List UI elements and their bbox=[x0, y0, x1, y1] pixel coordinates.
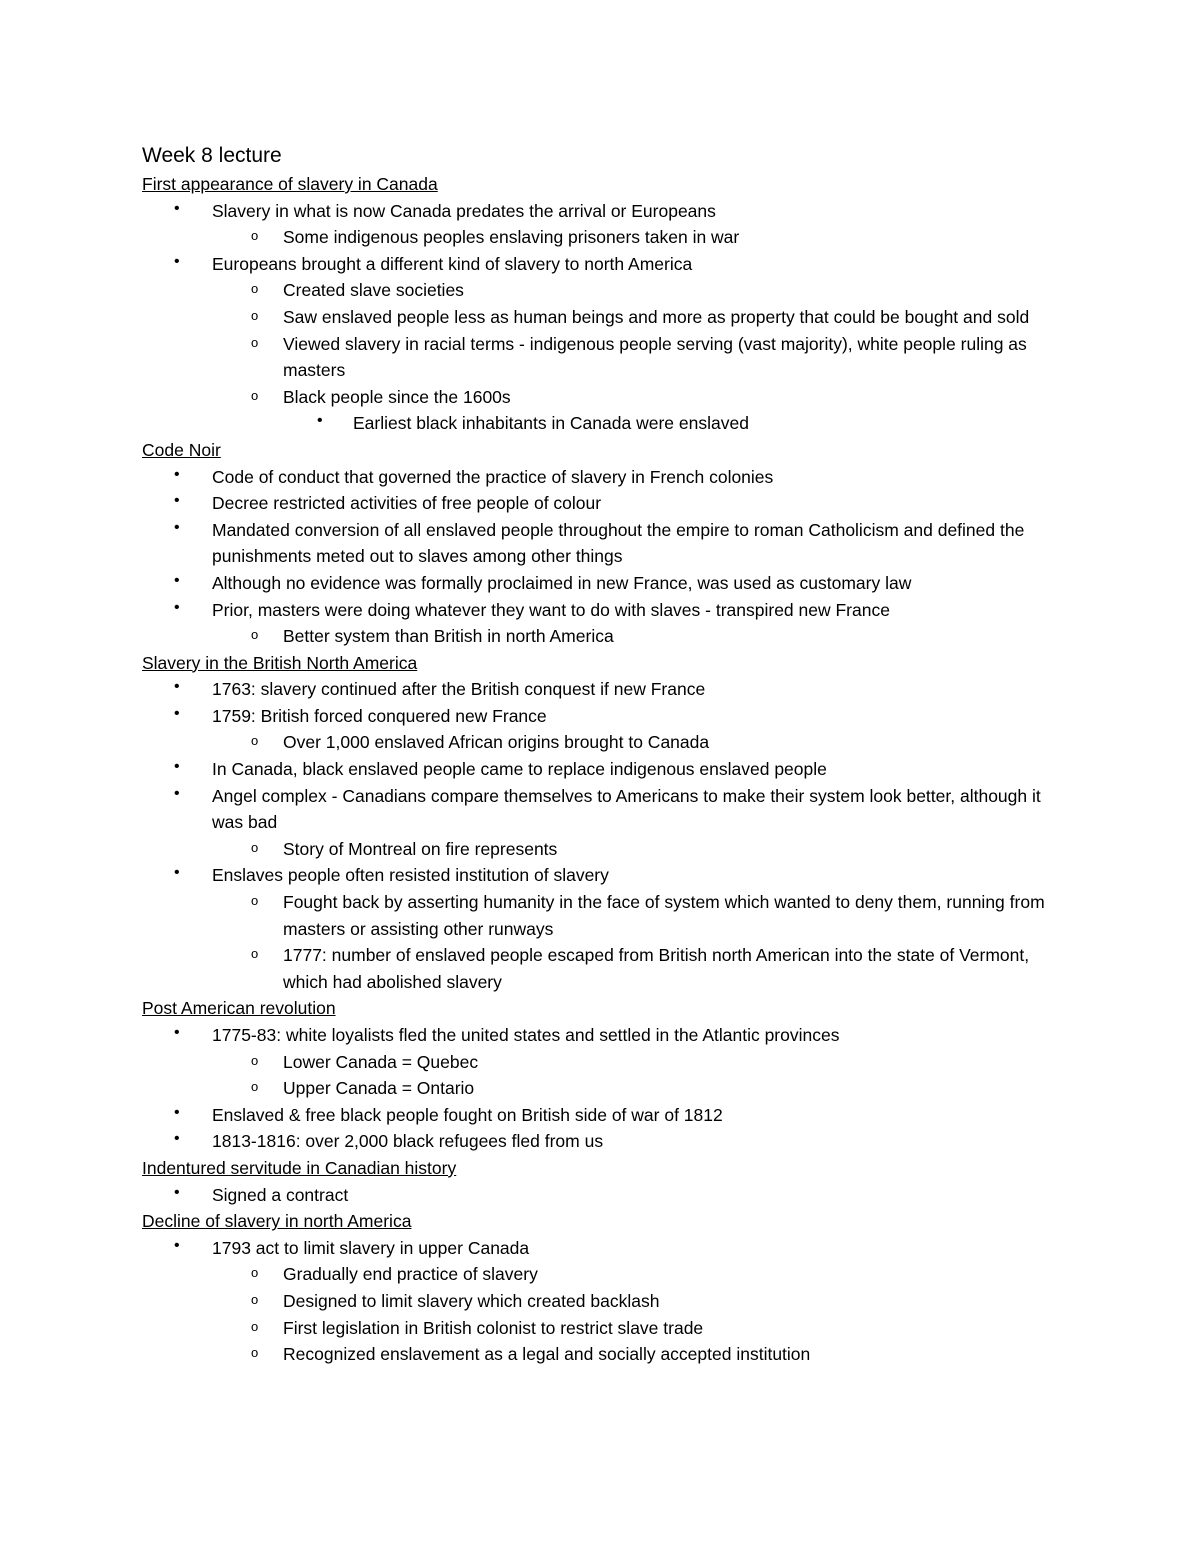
circle-bullet-icon: o bbox=[251, 627, 259, 643]
circle-bullet-icon: o bbox=[251, 893, 259, 909]
section-heading: Code Noir bbox=[142, 439, 221, 460]
list-item-text: Although no evidence was formally proclaimed in new France, was used as customary law bbox=[212, 572, 912, 593]
list-item-text: Prior, masters were doing whatever they want to do with slaves - transpired new France bbox=[212, 599, 890, 620]
document-page bbox=[142, 141, 1062, 1368]
list-item-text: Angel complex - Canadians compare themselves to Americans to make their system look better, although it was bad bbox=[212, 785, 1041, 833]
list-item bbox=[142, 1022, 1062, 1049]
bullet-icon: • bbox=[174, 571, 180, 589]
list-item-text: Some indigenous peoples enslaving prisoners taken in war bbox=[283, 227, 740, 248]
list-item-text: Mandated conversion of all enslaved people throughout the empire to roman Catholicism and defined the punishments meted out to slaves among other things bbox=[212, 519, 1025, 567]
circle-bullet-icon: o bbox=[251, 1079, 259, 1095]
list-item-text: First legislation in British colonist to restrict slave trade bbox=[283, 1317, 704, 1338]
circle-bullet-icon: o bbox=[251, 228, 259, 244]
list-item-text: In Canada, black enslaved people came to replace indigenous enslaved people bbox=[212, 759, 827, 780]
bullet-icon: • bbox=[174, 598, 180, 616]
list-item bbox=[142, 1049, 1062, 1076]
section-heading: Post American revolution bbox=[142, 998, 336, 1019]
list-item-text: Saw enslaved people less as human beings and more as property that could be bought and sold bbox=[283, 306, 1030, 327]
list-item bbox=[142, 1261, 1062, 1288]
list-item-text: Lower Canada = Quebec bbox=[283, 1051, 479, 1072]
list-item bbox=[142, 410, 1062, 437]
bullet-icon: • bbox=[174, 704, 180, 722]
circle-bullet-icon: o bbox=[251, 1345, 259, 1361]
bullet-icon: • bbox=[317, 412, 323, 430]
bullet-icon: • bbox=[174, 1130, 180, 1148]
list-item-text: 1777: number of enslaved people escaped from British north American into the state of Vermont, which had abolished slavery bbox=[283, 945, 1030, 992]
bullet-icon: • bbox=[174, 1103, 180, 1121]
circle-bullet-icon: o bbox=[251, 387, 259, 403]
list-item bbox=[142, 331, 1062, 384]
list-item bbox=[142, 517, 1062, 570]
list-item bbox=[142, 1315, 1062, 1342]
list-item bbox=[142, 783, 1062, 836]
list-item-text: Gradually end practice of slavery bbox=[283, 1264, 538, 1285]
bullet-icon: • bbox=[174, 784, 180, 802]
list-item-text: 1793 act to limit slavery in upper Canada bbox=[212, 1237, 530, 1258]
list-item-text: Slavery in what is now Canada predates the arrival or Europeans bbox=[212, 200, 716, 221]
list-item bbox=[142, 224, 1062, 251]
list-item bbox=[142, 676, 1062, 703]
bullet-icon: • bbox=[174, 864, 180, 882]
list-item-text: Decree restricted activities of free people of colour bbox=[212, 493, 602, 514]
list-item-text: 1775-83: white loyalists fled the united states and settled in the Atlantic provinces bbox=[212, 1025, 840, 1045]
list-item-text: Recognized enslavement as a legal and socially accepted institution bbox=[283, 1344, 811, 1365]
bullet-icon: • bbox=[174, 199, 180, 217]
list-item-text: Enslaves people often resisted institution of slavery bbox=[212, 865, 609, 886]
list-item bbox=[142, 862, 1062, 889]
list-item bbox=[142, 1341, 1062, 1368]
circle-bullet-icon: o bbox=[251, 307, 259, 323]
list-item bbox=[142, 729, 1062, 756]
list-item-text: Upper Canada = Ontario bbox=[283, 1078, 475, 1099]
list-item bbox=[142, 277, 1062, 304]
bullet-icon: • bbox=[174, 1024, 180, 1041]
circle-bullet-icon: o bbox=[251, 1291, 259, 1307]
bullet-icon: • bbox=[174, 518, 180, 536]
list-item bbox=[142, 1102, 1062, 1129]
list-item bbox=[142, 198, 1062, 225]
list-item bbox=[142, 1075, 1062, 1102]
circle-bullet-icon: o bbox=[251, 334, 259, 350]
circle-bullet-icon: o bbox=[251, 839, 259, 855]
section-heading: Indentured servitude in Canadian history bbox=[142, 1157, 457, 1178]
bullet-icon: • bbox=[174, 1183, 180, 1201]
list-item-text: Designed to limit slavery which created backlash bbox=[283, 1290, 660, 1311]
list-item bbox=[142, 1288, 1062, 1315]
list-item bbox=[142, 889, 1062, 942]
circle-bullet-icon: o bbox=[251, 1265, 259, 1281]
section-heading: Decline of slavery in north America bbox=[142, 1211, 412, 1232]
list-item-text: 1759: British forced conquered new France bbox=[212, 705, 547, 726]
bullet-icon: • bbox=[174, 252, 180, 270]
bullet-icon: • bbox=[174, 1236, 180, 1254]
list-item bbox=[142, 251, 1062, 278]
list-item bbox=[142, 623, 1062, 650]
list-item bbox=[142, 756, 1062, 783]
list-item-text: Code of conduct that governed the practice of slavery in French colonies bbox=[212, 466, 774, 487]
list-item-text: Enslaved & free black people fought on British side of war of 1812 bbox=[212, 1104, 723, 1125]
section-heading: Slavery in the British North America bbox=[142, 652, 418, 673]
section-heading: First appearance of slavery in Canada bbox=[142, 174, 438, 194]
list-item bbox=[142, 1182, 1062, 1209]
bullet-icon: • bbox=[174, 758, 180, 776]
circle-bullet-icon: o bbox=[251, 281, 259, 297]
notes-list bbox=[142, 171, 1062, 1368]
list-item-text: Black people since the 1600s bbox=[283, 386, 511, 407]
list-item-text: 1813-1816: over 2,000 black refugees fled from us bbox=[212, 1131, 604, 1152]
list-item-text: Signed a contract bbox=[212, 1184, 349, 1205]
list-item-text: Earliest black inhabitants in Canada were enslaved bbox=[353, 413, 749, 434]
list-item-text: Europeans brought a different kind of slavery to north America bbox=[212, 253, 693, 274]
list-item-text: Better system than British in north America bbox=[283, 626, 614, 647]
list-item bbox=[142, 384, 1062, 411]
bullet-icon: • bbox=[174, 678, 180, 696]
list-item-text: Fought back by asserting humanity in the face of system which wanted to deny them, running from masters or assisting other runways bbox=[283, 892, 1045, 939]
document-title: Week 8 lecture bbox=[142, 144, 282, 167]
list-item-text: Viewed slavery in racial terms - indigenous people serving (vast majority), white people ruling as masters bbox=[283, 333, 1027, 381]
list-item bbox=[142, 703, 1062, 730]
bullet-icon: • bbox=[174, 492, 180, 510]
list-item bbox=[142, 1235, 1062, 1262]
list-item-text: Created slave societies bbox=[283, 280, 464, 301]
list-item bbox=[142, 942, 1062, 995]
circle-bullet-icon: o bbox=[251, 1052, 259, 1068]
circle-bullet-icon: o bbox=[251, 946, 259, 962]
list-item bbox=[142, 304, 1062, 331]
list-item bbox=[142, 597, 1062, 624]
circle-bullet-icon: o bbox=[251, 1318, 259, 1334]
list-item-text: Story of Montreal on fire represents bbox=[283, 838, 558, 859]
bullet-icon: • bbox=[174, 465, 180, 483]
list-item bbox=[142, 836, 1062, 863]
circle-bullet-icon: o bbox=[251, 733, 259, 749]
list-item bbox=[142, 570, 1062, 597]
list-item bbox=[142, 464, 1062, 491]
list-item bbox=[142, 1128, 1062, 1155]
list-item bbox=[142, 490, 1062, 517]
list-item-text: 1763: slavery continued after the British conquest if new France bbox=[212, 679, 706, 700]
list-item-text: Over 1,000 enslaved African origins brought to Canada bbox=[283, 732, 710, 753]
